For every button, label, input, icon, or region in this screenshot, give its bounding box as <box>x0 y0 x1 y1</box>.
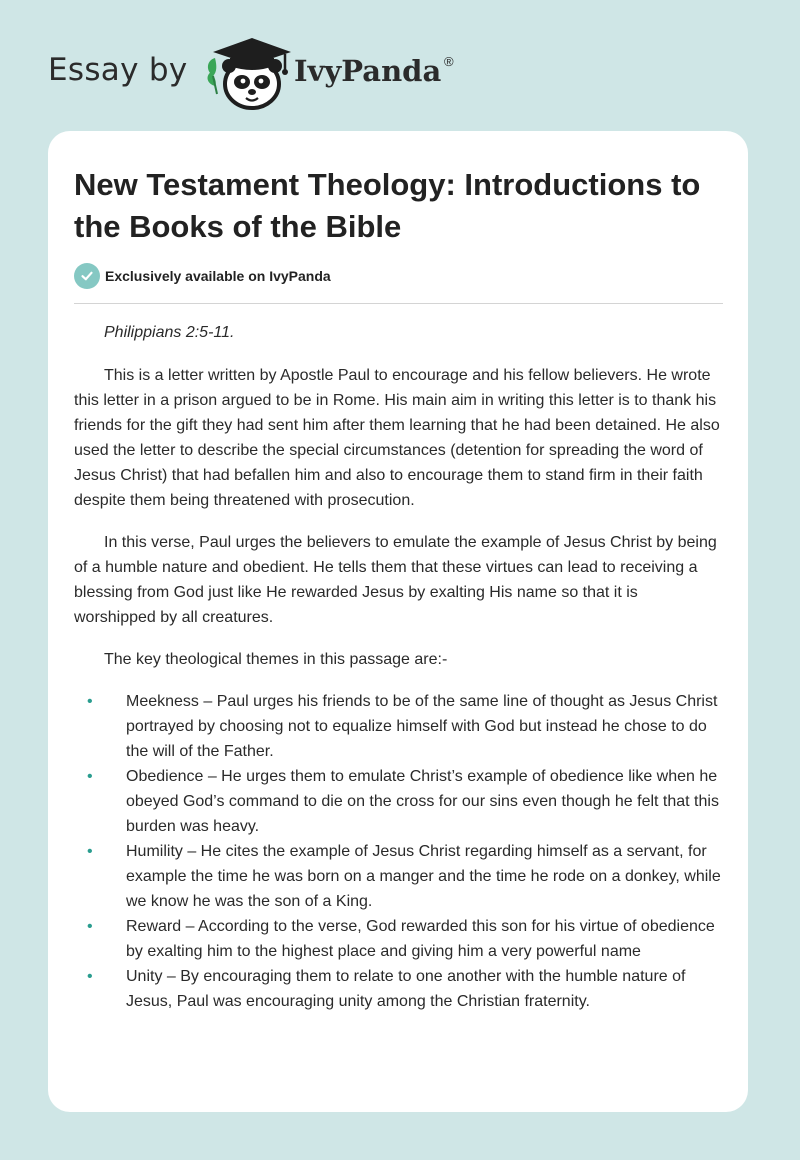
check-circle-icon <box>74 263 100 289</box>
list-item <box>74 964 724 1014</box>
list-item-text: Humility – He cites the example of Jesus Christ regarding himself as a servant, for example the time he was born on a manger and the time he rode on a donkey, while we know he was the son of a King. <box>126 843 721 910</box>
list-item <box>74 764 724 839</box>
list-item <box>74 914 724 964</box>
brand-prefix: Essay by <box>48 52 188 88</box>
scripture-reference: Philippians 2:5-11. <box>104 324 235 341</box>
list-item-text: Unity – By encouraging them to relate to one another with the humble nature of Jesus, Paul was encouraging unity among the Christian fraternity. <box>126 968 686 1010</box>
paragraph: In this verse, Paul urges the believers to emulate the example of Jesus Christ by being of a humble nature and obedient. He tells them that these virtues can lead to receiving a blessing from God just like He rewarded Jesus by exalting His name so that it is worshipped by all creatures. <box>74 534 717 626</box>
list-item <box>74 689 724 764</box>
exclusive-badge <box>74 263 331 289</box>
checkmark-glyph <box>80 269 94 283</box>
brand-name: IvyPanda <box>294 54 442 88</box>
list-item-text: Reward – According to the verse, God rewarded this son for his virtue of obedience by exalting him to the highest place and giving him a very powerful name <box>126 918 715 960</box>
list-item <box>74 839 724 914</box>
panda-logo-icon <box>203 34 295 112</box>
themes-list <box>74 689 724 1014</box>
registered-mark: ® <box>444 54 454 69</box>
brand-header <box>48 34 508 114</box>
bullet-icon: • <box>87 843 93 860</box>
list-item-text: Obedience – He urges them to emulate Christ’s example of obedience like when he obeyed God’s command to die on the cross for our sins even though he felt that this burden was heavy. <box>126 768 719 835</box>
bullet-icon: • <box>87 768 93 785</box>
paragraph: This is a letter written by Apostle Paul to encourage and his fellow believers. He wrote this letter in a prison argued to be in Rome. His main aim in writing this letter is to thank his friends for the gift they had sent him after them learning that he had been detained. He also used the letter to describe the special circumstances (detention for spreading the word of Jesus Christ) that had befallen him and also to encourage them to stand firm in their faith despite them being threatened with prosecution. <box>74 367 720 509</box>
essay-title: New Testament Theology: Introductions to the Books of the Bible <box>74 167 701 244</box>
essay-body <box>74 320 724 1014</box>
bullet-icon: • <box>87 693 93 710</box>
bullet-icon: • <box>87 918 93 935</box>
essay-card <box>48 131 748 1112</box>
list-item-text: Meekness – Paul urges his friends to be of the same line of thought as Jesus Christ portrayed by choosing not to equalize himself with God but instead he chose to do the will of the Father. <box>126 693 718 760</box>
bullet-icon: • <box>87 968 93 985</box>
exclusive-badge-text: Exclusively available on IvyPanda <box>105 268 331 284</box>
title-divider <box>74 303 723 304</box>
paragraph: The key theological themes in this passage are:- <box>104 651 448 668</box>
